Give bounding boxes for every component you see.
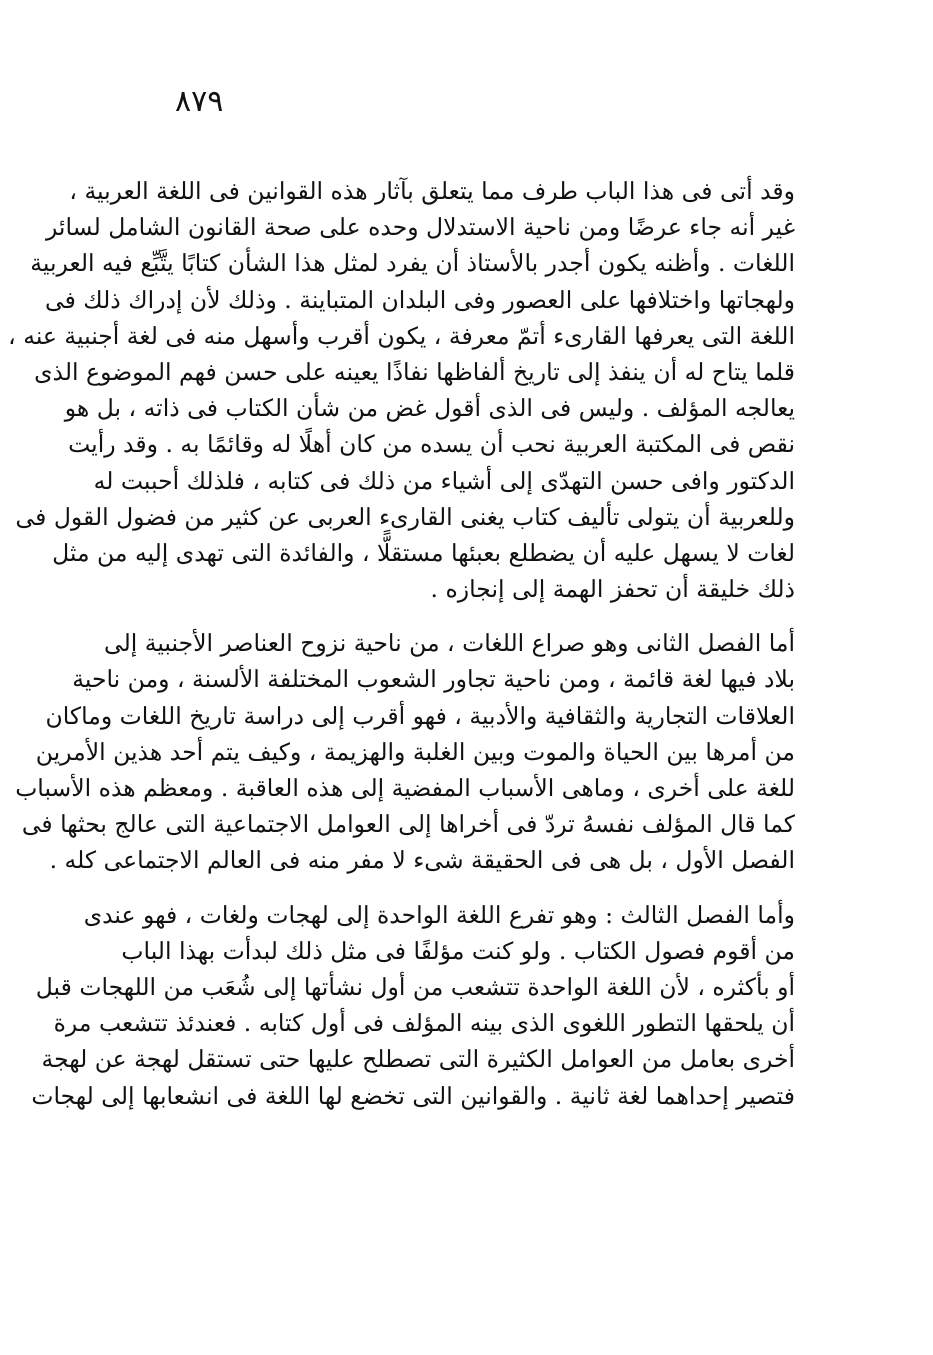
- text-line: بلاد فيها لغة قائمة ، ومن ناحية تجاور الشعوب المختلفة الألسنة ، ومن ناحية: [72, 665, 795, 694]
- text-line: أو بأكثره ، لأن اللغة الواحدة تتشعب من أول نشأتها إلى شُعَب من اللهجات قبل: [35, 972, 795, 1001]
- paragraph-1: [8, 173, 795, 607]
- text-line: الفصل الأول ، بل هى فى الحقيقة شىء لا مفر منه فى العالم الاجتماعى كله .: [49, 846, 795, 875]
- text-line: وقد أتى فى هذا الباب طرف مما يتعلق بآثار هذه القوانين فى اللغة العربية ،: [69, 177, 795, 205]
- text-line: أما الفصل الثانى وهو صراع اللغات ، من ناحية نزوح العناصر الأجنبية إلى: [104, 629, 795, 658]
- text-line: من أمرها بين الحياة والموت وبين الغلبة والهزيمة ، وكيف يتم أحد هذين الأمرين: [35, 737, 795, 766]
- text-line: غير أنه جاء عرضًا ومن ناحية الاستدلال وحده على صحة القانون الشامل لسائر: [45, 213, 795, 242]
- body-text: [8, 173, 795, 1114]
- page-number: ٨٧٩: [175, 84, 224, 119]
- paragraph-spacer: [140, 607, 795, 625]
- text-line: وللعربية أن يتولى تأليف كتاب يغنى القارىء العربى عن كثير من فضول القول فى: [15, 502, 795, 531]
- text-line: اللغة التى يعرفها القارىء أتمّ معرفة ، يكون أقرب وأسهل منه فى لغة أجنبية عنه ،: [8, 321, 795, 350]
- paragraph-spacer: [140, 879, 795, 897]
- text-line: الدكتور وافى حسن التهدّى إلى أشياء من ذلك فى كتابه ، فلذلك أحببت له: [93, 466, 795, 495]
- text-line: ولهجاتها واختلافها على العصور وفى البلدان المتباينة . وذلك لأن إدراك ذلك فى: [45, 285, 795, 314]
- paragraph-2: [15, 625, 795, 878]
- text-line: أخرى بعامل من العوامل الكثيرة التى تصطلح عليها حتى تستقل لهجة عن لهجة: [41, 1045, 795, 1074]
- text-line: قلما يتاح له أن ينفذ إلى تاريخ ألفاظها نفاذًا يعينه على حسن فهم الموضوع الذى: [34, 357, 795, 386]
- text-line: ذلك خليقة أن تحفز الهمة إلى إنجازه .: [430, 575, 795, 604]
- text-line: يعالجه المؤلف . وليس فى الذى أقول غض من شأن الكتاب فى ذاته ، بل هو: [64, 394, 795, 423]
- text-line: لغات لا يسهل عليه أن يضطلع بعبئها مستقلًّا ، والفائدة التى تهدى إليه من مثل: [52, 538, 795, 567]
- paragraph-3: [31, 897, 795, 1114]
- text-line: كما قال المؤلف نفسهُ تردّ فى أخراها إلى العوامل الاجتماعية التى عالج بحثها فى: [21, 810, 795, 839]
- text-line: اللغات . وأظنه يكون أجدر بالأستاذ أن يفرد لمثل هذا الشأن كتابًا يتَّبِّع فيه العربية: [30, 249, 795, 278]
- text-line: فتصير إحداهما لغة ثانية . والقوانين التى تخضع لها اللغة فى انشعابها إلى لهجات: [31, 1081, 795, 1110]
- text-line: للغة على أخرى ، وماهى الأسباب المفضية إلى هذه العاقبة . ومعظم هذه الأسباب: [15, 774, 795, 802]
- text-line: أن يلحقها التطور اللغوى الذى بينه المؤلف فى أول كتابه . فعندئذ تتشعب مرة: [53, 1009, 795, 1038]
- text-line: من أقوم فصول الكتاب . ولو كنت مؤلفًا فى مثل ذلك لبدأت بهذا الباب: [121, 936, 795, 965]
- text-line: العلاقات التجارية والثقافية والأدبية ، فهو أقرب إلى دراسة تاريخ اللغات وماكان: [45, 701, 795, 730]
- text-line: نقص فى المكتبة العربية نحب أن يسده من كان أهلًا له وقائمًا به . وقد رأيت: [68, 430, 795, 459]
- text-line: وأما الفصل الثالث : وهو تفرع اللغة الواحدة إلى لهجات ولغات ، فهو عندى: [83, 900, 795, 929]
